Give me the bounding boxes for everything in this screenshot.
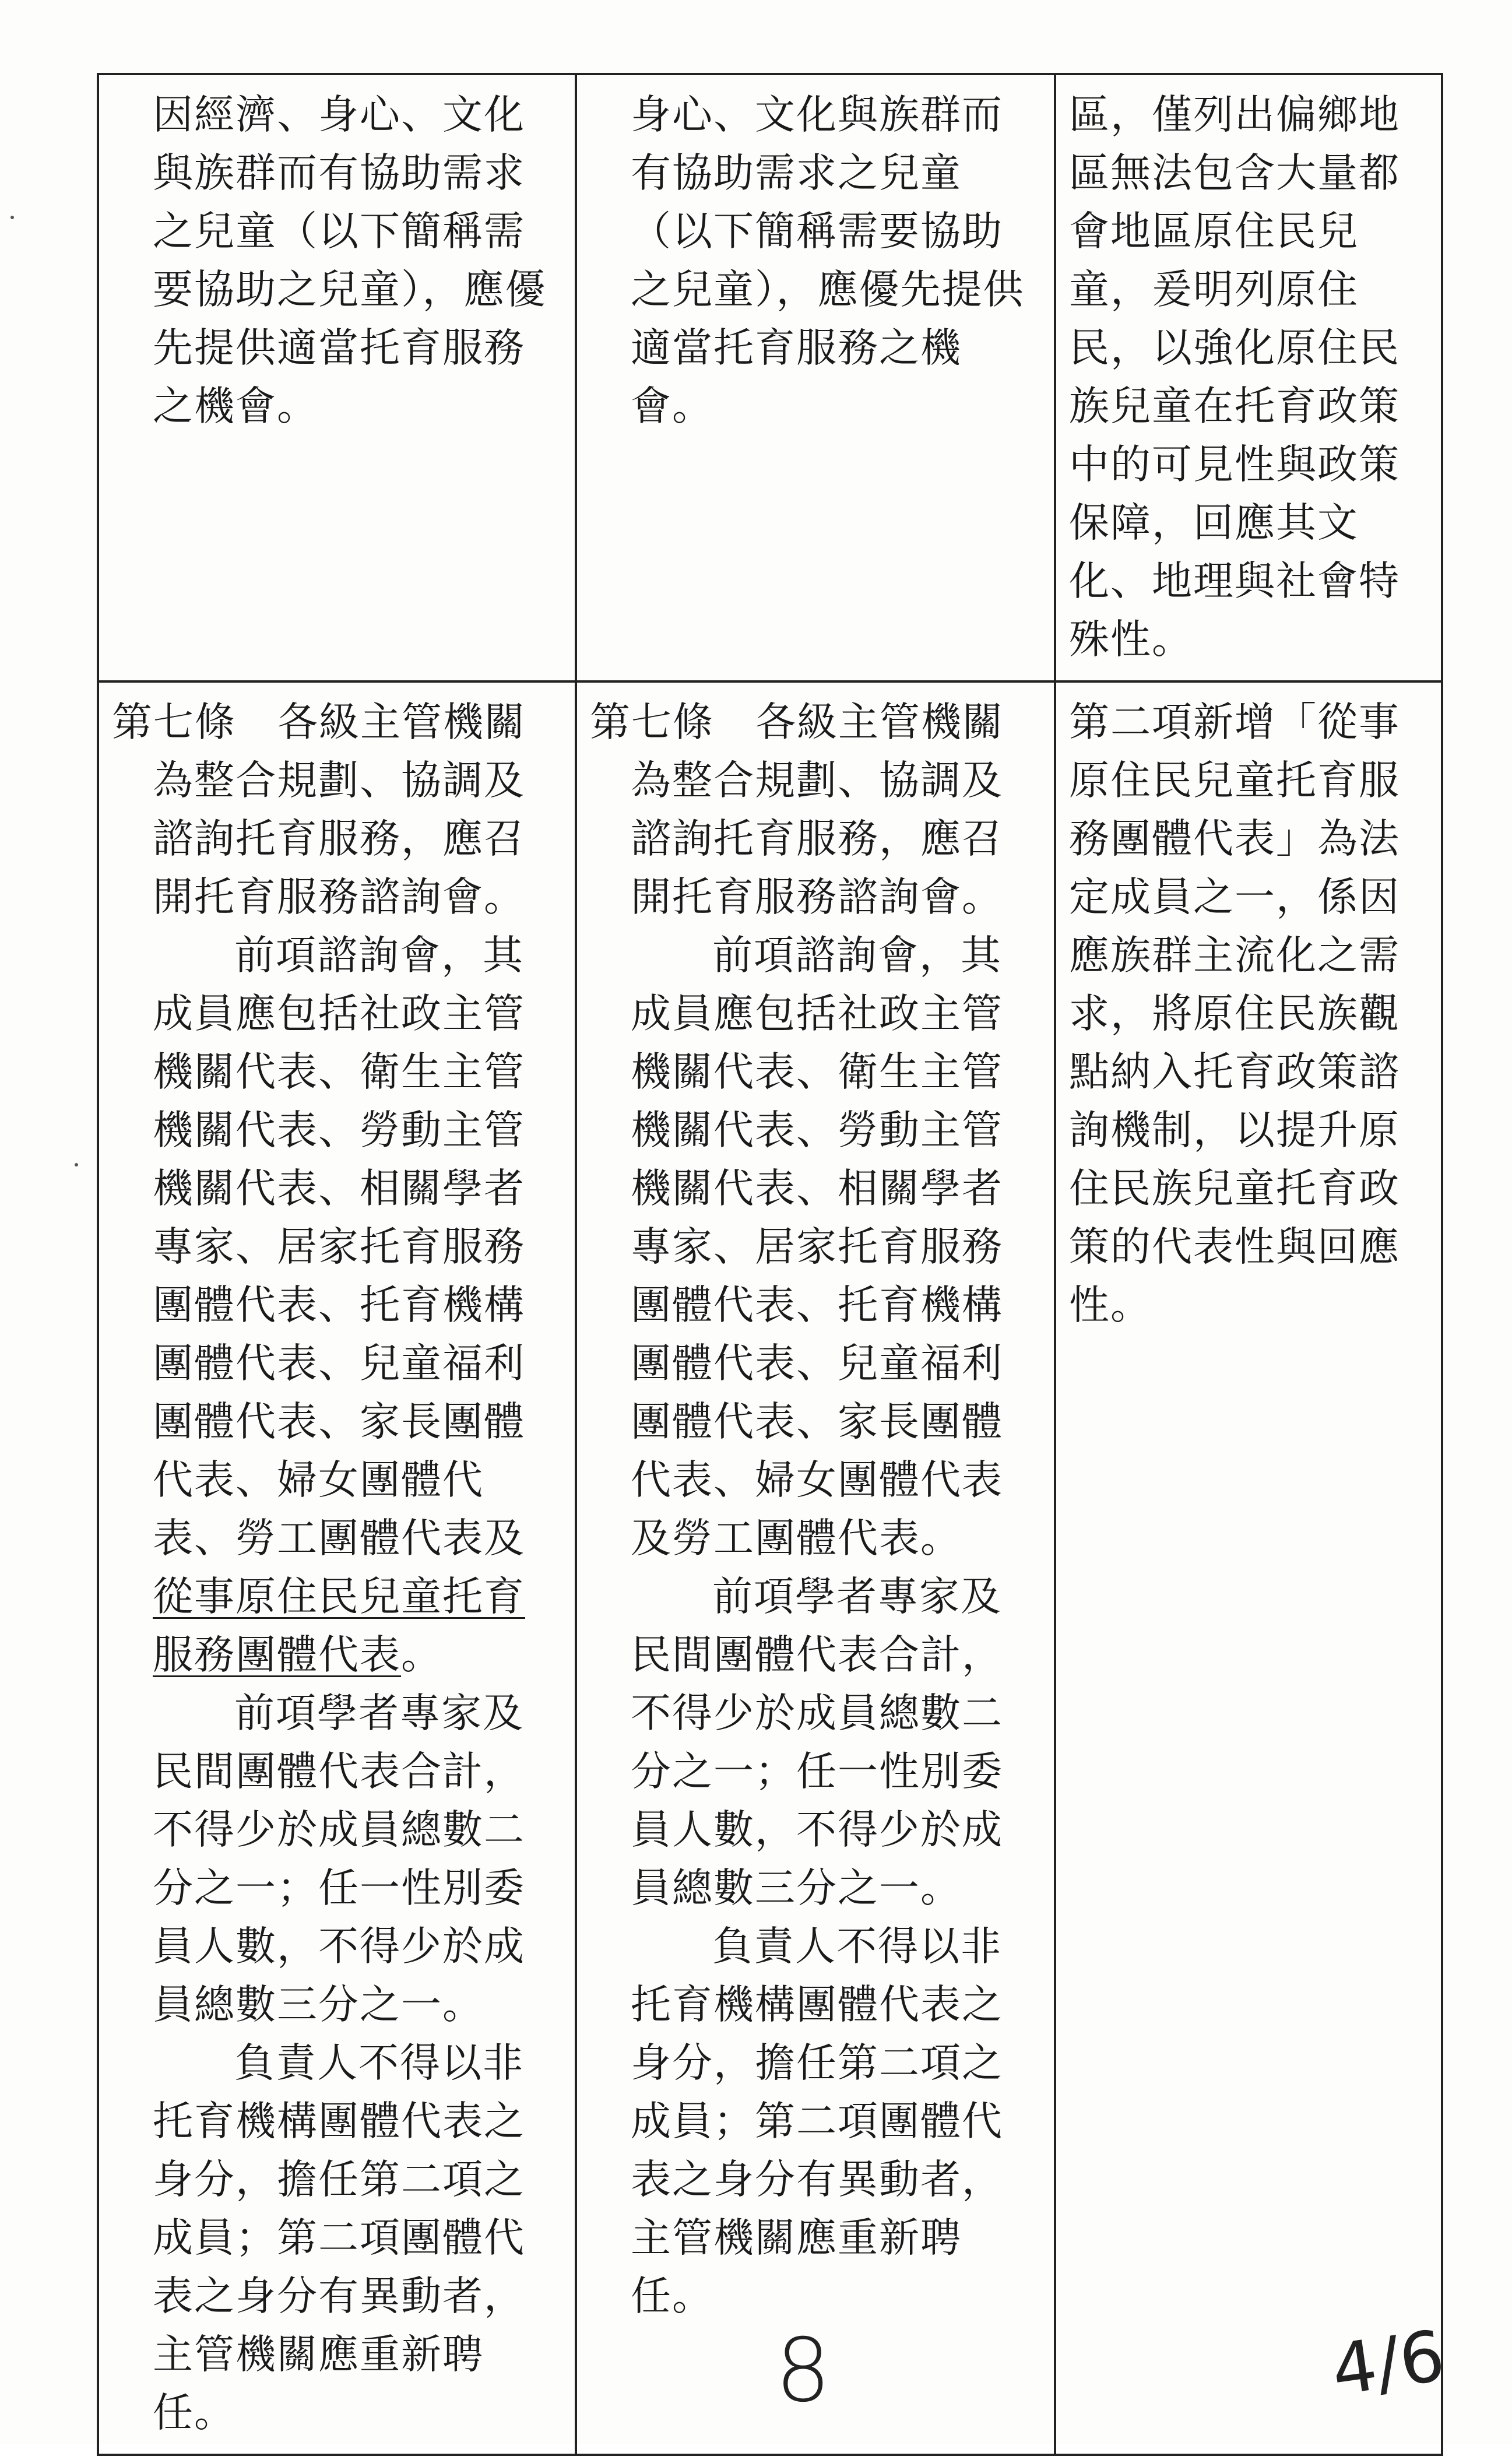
table-row [98, 681, 1442, 2455]
article-number: 第七條 [112, 699, 236, 746]
article-paragraph-2: 前項諮詢會，其成員應包括社政主管機關代表、衛生主管機關代表、勞動主管機關代表、相關學者專家、居家托育服務團體代表、托育機構團體代表、兒童福利團體代表、家長團體代表、婦女團體代表及勞工團體代表。 [631, 932, 1003, 1562]
scan-speck [10, 216, 14, 219]
article-paragraph-3: 前項學者專家及民間團體代表合計，不得少於成員總數二分之一；任一性別委員人數，不得少於成員總數三分之一。 [153, 1690, 525, 2028]
explanation-cell [1055, 681, 1442, 2455]
article-paragraph-2: 前項諮詢會，其成員應包括社政主管機關代表、衛生主管機關代表、勞動主管機關代表、相關學者專家、居家托育服務團體代表、托育機構團體代表、兒童福利團體代表、家長團體代表、婦女團體代表、勞工團體代表及從事原住民兒童托育服務團體代表。 [153, 932, 525, 1678]
explanation-cell [1055, 74, 1442, 681]
proposed-text-cell [98, 74, 576, 681]
handwritten-page-number: 8 [775, 2320, 831, 2422]
article-number: 第七條 [590, 699, 714, 746]
current-article-cell [576, 681, 1055, 2455]
scan-speck [75, 1163, 78, 1166]
article-paragraph-4: 負責人不得以非托育機構團體代表之身分，擔任第二項之成員；第二項團體代表之身分有異動者，主管機關應重新聘任。 [153, 2040, 525, 2436]
article-paragraph-3: 前項學者專家及民間團體代表合計，不得少於成員總數二分之一；任一性別委員人數，不得少於成員總數三分之一。 [631, 1573, 1003, 1912]
proposed-article-cell [98, 681, 576, 2455]
explanation-text: 區，僅列出偏鄉地區無法包含大量都會地區原住民兒童，爰明列原住民，以強化原住民族兒童在托育政策中的可見性與政策保障，回應其文化、地理與社會特殊性。 [1069, 92, 1400, 663]
proposed-text: 因經濟、身心、文化與族群而有協助需求之兒童（以下簡稱需要協助之兒童），應優先提供適當托育服務之機會。 [153, 92, 547, 430]
article-paragraph-1: 各級主管機關為整合規劃、協調及諮詢托育服務，應召開托育服務諮詢會。 [631, 699, 1004, 920]
amended-text-underlined: 從事原住民兒童托育服務團體代表 [153, 1573, 525, 1678]
article-paragraph-1: 各級主管機關為整合規劃、協調及諮詢托育服務，應召開托育服務諮詢會。 [153, 699, 526, 920]
comparison-table [97, 73, 1443, 2456]
article-heading-paragraph [590, 693, 1042, 926]
explanation-text: 第二項新增「從事原住民兒童托育服務團體代表」為法定成員之一，係因應族群主流化之需求，將原住民族觀點納入托育政策諮詢機制，以提升原住民族兒童托育政策的代表性與回應性。 [1069, 699, 1400, 1329]
table-row [98, 74, 1442, 681]
article-paragraph-4: 負責人不得以非托育機構團體代表之身分，擔任第二項之成員；第二項團體代表之身分有異動者，主管機關應重新聘任。 [631, 1923, 1003, 2320]
current-text-cell [576, 74, 1055, 681]
handwritten-fraction: 4/6 [1327, 2316, 1450, 2412]
current-text: 身心、文化與族群而有協助需求之兒童（以下簡稱需要協助之兒童），應優先提供適當托育服務之機會。 [631, 92, 1025, 430]
article-heading-paragraph [112, 693, 563, 926]
